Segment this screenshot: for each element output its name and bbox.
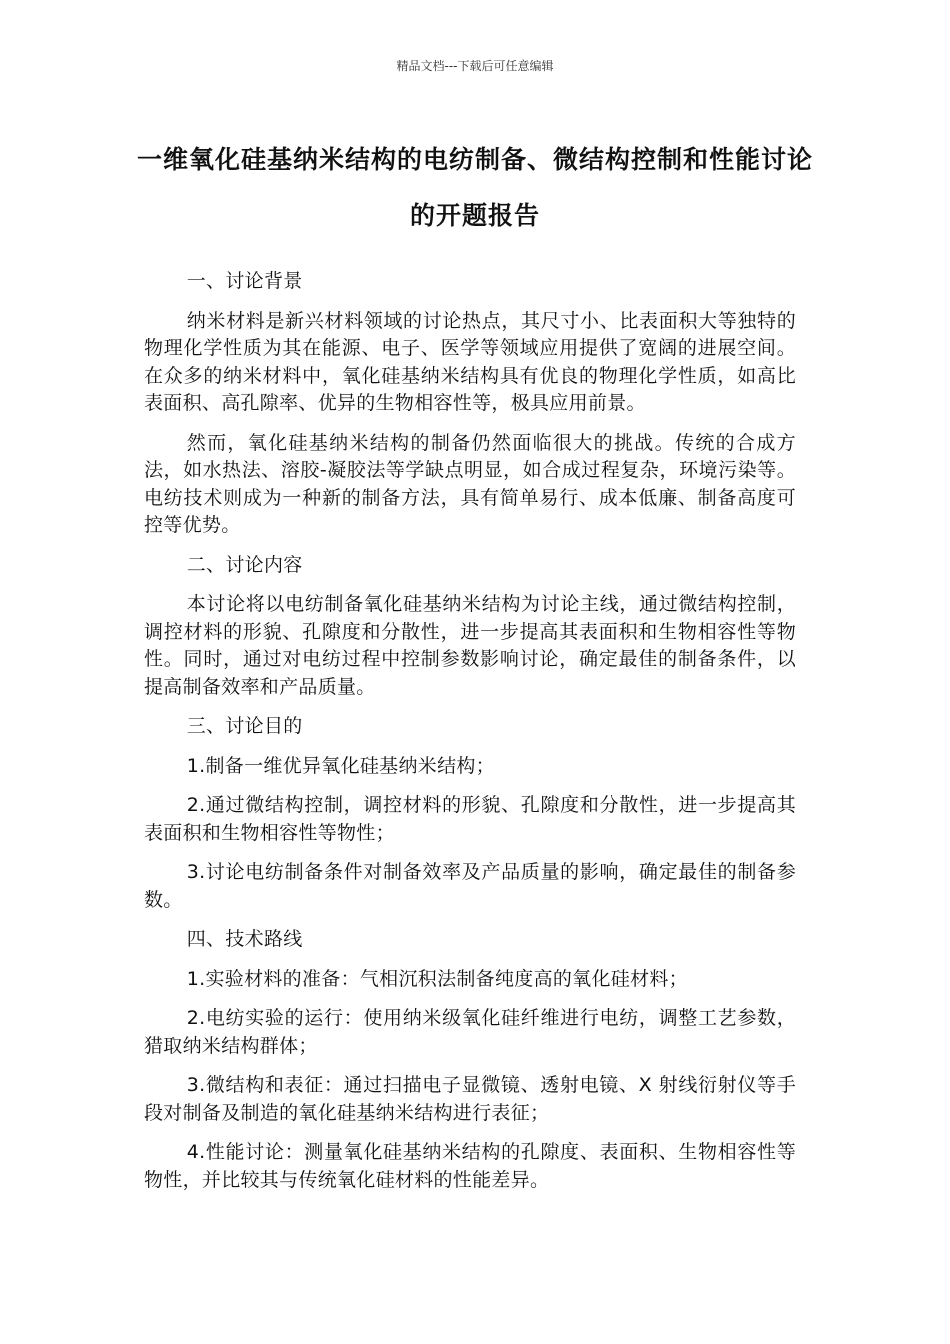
paragraph: 然而，氧化硅基纳米结构的制备仍然面临很大的挑战。传统的合成方法，如水热法、溶胶-凝胶法等学缺点明显，如合成过程复杂，环境污染等。电纺技术则成为一种新的制备方法，具有简单易行、成本低廉、制备高度可控等优势。 [144, 431, 796, 536]
section-heading-background: 一、讨论背景 [186, 270, 303, 292]
document-title: 一维氧化硅基纳米结构的电纺制备、微结构控制和性能讨论的开题报告 [136, 145, 813, 230]
list-item: 3.微结构和表征：通过扫描电子显微镜、透射电镜、X 射线衍射仪等手段对制备及制造的氧化硅基纳米结构进行表征； [144, 1074, 796, 1124]
header-note: 精品文档---下载后可任意编辑 [396, 59, 554, 73]
list-item: 3.讨论电纺制备条件对制备效率及产品质量的影响，确定最佳的制备参数。 [144, 861, 796, 911]
paragraph: 纳米材料是新兴材料领域的讨论热点，其尺寸小、比表面积大等独特的物理化学性质为其在能源、电子、医学等领域应用提供了宽阔的进展空间。在众多的纳米材料中，氧化硅基纳米结构具有优良的物理化学性质，如高比表面积、高孔隙率、优异的生物相容性等，极具应用前景。 [144, 309, 796, 414]
list-item: 2.通过微结构控制，调控材料的形貌、孔隙度和分散性，进一步提高其表面积和生物相容性等物性； [144, 794, 796, 844]
list-item: 1.实验材料的准备：气相沉积法制备纯度高的氧化硅材料； [186, 967, 688, 990]
section-heading-content: 二、讨论内容 [186, 553, 303, 576]
list-item: 2.电纺实验的运行：使用纳米级氧化硅纤维进行电纺，调整工艺参数，猎取纳米结构群体； [144, 1007, 796, 1057]
section-heading-technical-route: 四、技术路线 [186, 928, 303, 950]
list-item: 1.制备一维优异氧化硅基纳米结构； [186, 754, 495, 777]
list-item: 4.性能讨论：测量氧化硅基纳米结构的孔隙度、表面积、生物相容性等物性，并比较其与传统氧化硅材料的性能差异。 [144, 1141, 796, 1191]
document-body [144, 268, 796, 1206]
paragraph: 本讨论将以电纺制备氧化硅基纳米结构为讨论主线，通过微结构控制，调控材料的形貌、孔隙度和分散性，进一步提高其表面积和生物相容性等物性。同时，通过对电纺过程中控制参数影响讨论，确定最佳的制备条件，以提高制备效率和产品质量。 [144, 593, 796, 698]
section-heading-purpose: 三、讨论目的 [186, 715, 303, 737]
